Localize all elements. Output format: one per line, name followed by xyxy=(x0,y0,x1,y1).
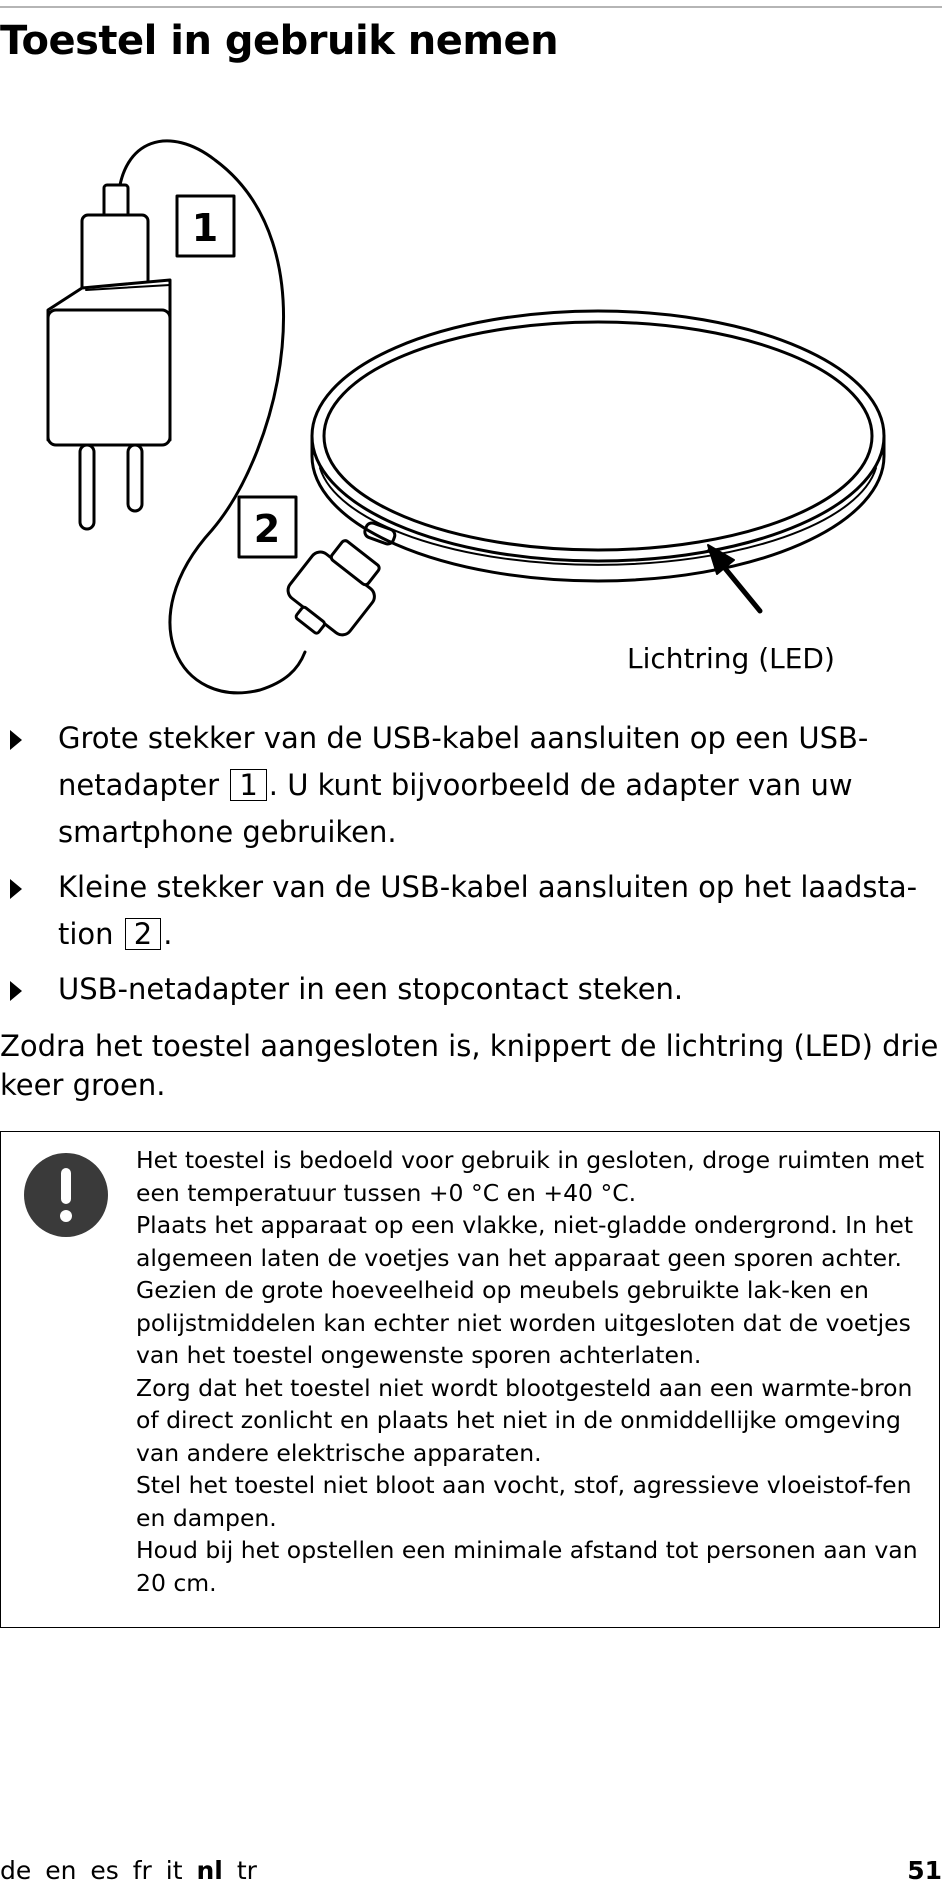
callout-ref-1: 1 xyxy=(230,769,266,801)
lang-es[interactable]: es xyxy=(90,1856,119,1885)
notice-text xyxy=(136,1144,926,1599)
setup-illustration xyxy=(0,120,942,700)
step-item xyxy=(0,966,942,1013)
step-text: Grote stekker van de USB-kabel aansluiten op een USB-netadapter xyxy=(58,721,869,802)
top-rule xyxy=(0,6,942,8)
step-text: USB-netadapter in een stopcontact steken. xyxy=(58,972,684,1006)
page-number: 51 xyxy=(907,1856,942,1885)
page-title: Toestel in gebruik nemen xyxy=(0,18,559,64)
callout-1-label: 1 xyxy=(191,206,219,250)
charging-pad xyxy=(312,311,884,581)
lang-de[interactable]: de xyxy=(0,1856,32,1885)
led-label: Lichtring (LED) xyxy=(627,642,835,675)
step-item xyxy=(0,715,942,856)
lang-nl[interactable]: nl xyxy=(196,1856,223,1885)
notice-paragraph: Het toestel is bedoeld voor gebruik in gesloten, droge ruimten met een temperatuur tussen +0 °C en +40 °C. xyxy=(136,1146,925,1207)
notice-paragraph: Zorg dat het toestel niet wordt blootgesteld aan een warmte-bron of direct zonlicht en plaats het niet in de onmiddellijke omgeving van andere elektrische apparaten. xyxy=(136,1373,913,1467)
step-text: . U kunt bijvoorbeeld de adapter van uw smartphone gebruiken. xyxy=(58,768,853,849)
notice-box xyxy=(0,1131,940,1628)
step-arrow-icon xyxy=(10,730,22,750)
notice-paragraph: Houd bij het opstellen een minimale afstand tot personen aan van 20 cm. xyxy=(136,1536,918,1597)
language-nav xyxy=(0,1856,263,1885)
lang-it[interactable]: it xyxy=(165,1856,183,1885)
instruction-steps xyxy=(0,715,942,1021)
callout-2-label: 2 xyxy=(253,507,281,551)
step-text: . xyxy=(163,917,173,951)
notice-paragraph: Stel het toestel niet bloot aan vocht, stof, agressieve vloeistof-fen en dampen. xyxy=(136,1471,912,1532)
lang-en[interactable]: en xyxy=(45,1856,77,1885)
callout-ref-2: 2 xyxy=(125,918,161,950)
step-item xyxy=(0,864,942,958)
intro-paragraph: Zodra het toestel aangesloten is, knippert de lichtring (LED) drie keer groen. xyxy=(0,1029,939,1102)
wall-adapter xyxy=(48,185,170,529)
step-text: Kleine stekker van de USB-kabel aansluiten op het laadsta-tion xyxy=(58,870,918,951)
notice-paragraph: Plaats het apparaat op een vlakke, niet-gladde ondergrond. In het algemeen laten de voetjes van het apparaat geen sporen achter. Gezien de grote hoeveelheid op meubels gebruikte lak-ken en polijstmiddelen kan echter niet worden uitgesloten dat de voetjes van het toestel ongewenste sporen achterlaten. xyxy=(136,1211,914,1369)
lang-fr[interactable]: fr xyxy=(132,1856,152,1885)
exclamation-icon xyxy=(23,1152,109,1238)
step-arrow-icon xyxy=(10,981,22,1001)
step-arrow-icon xyxy=(10,879,22,899)
lang-tr[interactable]: tr xyxy=(236,1856,257,1885)
